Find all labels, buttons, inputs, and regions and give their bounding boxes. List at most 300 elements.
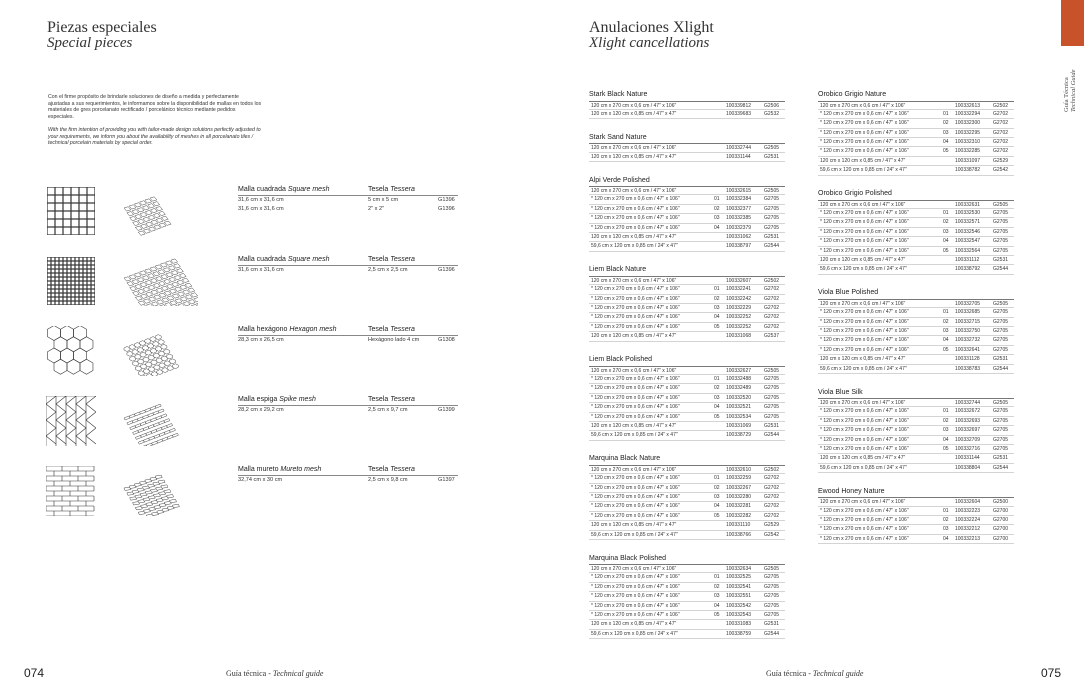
code-cell: 100338797 <box>726 243 752 250</box>
right-page-subtitle: Xlight cancellations <box>589 35 710 51</box>
code-cell: 100332672 <box>955 408 981 415</box>
table-row <box>589 493 785 502</box>
group-cell: G2702 <box>764 484 780 491</box>
format-cell: * 120 cm x 270 cm x 0,6 cm / 47" x 106" <box>820 148 909 155</box>
format-cell: * 120 cm x 270 cm x 0,6 cm / 47" x 106" <box>820 408 909 415</box>
format-cell: * 120 cm x 270 cm x 0,6 cm / 47" x 106" <box>820 318 909 325</box>
table-row <box>589 484 785 493</box>
code-cell: 100332229 <box>726 305 752 312</box>
product-table <box>589 465 785 540</box>
code-cell: 100332732 <box>955 337 981 344</box>
code-cell: 100332542 <box>726 602 752 609</box>
group-cell: G2702 <box>993 120 1009 127</box>
code-cell: 100332241 <box>726 286 752 293</box>
code-cell: 100332607 <box>726 277 752 284</box>
tessera-label <box>368 396 415 403</box>
format-cell: 59,6 cm x 120 cm x 0,85 cm / 24" x 47" <box>591 432 678 439</box>
special-piece <box>46 186 458 242</box>
product-table <box>589 564 785 639</box>
mesh-size: 32,74 cm x 30 cm <box>238 477 283 483</box>
code-cell: 100339683 <box>726 110 752 117</box>
format-cell: * 120 cm x 270 cm x 0,6 cm / 47" x 106" <box>591 612 680 619</box>
group-cell: G2544 <box>993 365 1009 372</box>
product-title: Ewood Honey Nature <box>818 487 885 495</box>
format-cell: * 120 cm x 270 cm x 0,6 cm / 47" x 106" <box>591 574 680 581</box>
variant-cell: 02 <box>943 219 949 226</box>
format-cell: * 120 cm x 270 cm x 0,6 cm / 47" x 106" <box>591 286 680 293</box>
format-cell: 120 cm x 120 cm x 0,85 cm / 47" x 47" <box>591 621 677 628</box>
product-title: Marquina Black Nature <box>589 455 661 463</box>
table-row <box>818 157 1014 166</box>
side-guide-label <box>1063 52 1077 112</box>
variant-cell: 03 <box>714 593 720 600</box>
group-cell: G2529 <box>764 522 780 529</box>
table-row <box>818 407 1014 416</box>
variant-cell: 04 <box>714 602 720 609</box>
group-cell: G2544 <box>993 266 1009 273</box>
code-cell: 100332634 <box>726 566 752 573</box>
format-cell: * 120 cm x 270 cm x 0,6 cm / 47" x 106" <box>591 602 680 609</box>
format-cell: 59,6 cm x 120 cm x 0,85 cm / 24" x 47" <box>820 266 907 273</box>
variant-cell: 02 <box>714 583 720 590</box>
format-cell: * 120 cm x 270 cm x 0,6 cm / 47" x 106" <box>591 494 680 501</box>
table-row <box>818 464 1014 473</box>
table-row <box>589 233 785 242</box>
code-cell: 100338759 <box>726 630 752 637</box>
table-row <box>818 525 1014 534</box>
code-cell: 100332252 <box>726 314 752 321</box>
footer-es: Guía técnica <box>766 669 807 678</box>
format-cell: * 120 cm x 270 cm x 0,6 cm / 47" x 106" <box>591 394 680 401</box>
product-table <box>589 143 785 162</box>
format-cell: 120 cm x 270 cm x 0,6 cm / 47" x 106" <box>591 188 677 195</box>
special-piece <box>46 256 458 312</box>
table-row <box>818 265 1014 274</box>
group-cell: G2505 <box>764 566 780 573</box>
group-cell: G2544 <box>993 464 1009 471</box>
product-title: Stark Sand Nature <box>589 133 647 141</box>
format-cell: 120 cm x 270 cm x 0,6 cm / 47" x 106" <box>820 201 906 208</box>
table-row <box>818 119 1014 128</box>
code-cell: 100332285 <box>955 148 981 155</box>
footer-en: Technical guide <box>272 669 324 678</box>
piece-row <box>238 406 458 415</box>
product-table <box>818 200 1014 275</box>
code-cell: 100332551 <box>726 593 752 600</box>
tessera-size: 2,5 cm x 9,7 cm <box>368 407 408 413</box>
table-row <box>589 403 785 412</box>
group-cell: G2705 <box>764 385 780 392</box>
code-cell: 100332693 <box>955 417 981 424</box>
format-cell: * 120 cm x 270 cm x 0,6 cm / 47" x 106" <box>820 247 909 254</box>
tessera-size: 2,5 cm x 2,5 cm <box>368 267 408 273</box>
variant-cell: 03 <box>714 494 720 501</box>
table-row <box>589 186 785 195</box>
code-cell: 100332488 <box>726 376 752 383</box>
group-cell: G2505 <box>993 201 1009 208</box>
product-title: Viola Blue Polished <box>818 289 879 297</box>
code-cell: 100332295 <box>955 129 981 136</box>
piece-row <box>238 196 458 205</box>
format-cell: * 120 cm x 270 cm x 0,6 cm / 47" x 106" <box>591 593 680 600</box>
group-cell: G2705 <box>764 593 780 600</box>
code-cell: 100332252 <box>726 323 752 330</box>
table-row <box>589 521 785 530</box>
code-cell: 100332627 <box>726 367 752 374</box>
table-row <box>589 313 785 322</box>
format-cell: * 120 cm x 270 cm x 0,6 cm / 47" x 106" <box>820 526 909 533</box>
group-cell: G2705 <box>764 574 780 581</box>
table-row <box>818 256 1014 265</box>
mesh-size: 31,6 cm x 31,6 cm <box>238 197 284 203</box>
product-table <box>818 398 1014 473</box>
variant-cell: 03 <box>714 305 720 312</box>
group-cell: G2705 <box>993 328 1009 335</box>
format-cell: * 120 cm x 270 cm x 0,6 cm / 47" x 106" <box>820 436 909 443</box>
code-cell: 100332242 <box>726 295 752 302</box>
table-row <box>589 630 785 639</box>
format-cell: * 120 cm x 270 cm x 0,6 cm / 47" x 106" <box>591 224 680 231</box>
piece-name-en: Square mesh <box>287 256 330 263</box>
tab-line-1: Guía Técnica <box>1063 77 1070 112</box>
code-cell: 100332224 <box>955 517 981 524</box>
code-cell: 100331144 <box>955 455 980 462</box>
product-table <box>818 299 1014 374</box>
format-cell: 120 cm x 270 cm x 0,6 cm / 47" x 106" <box>820 102 906 109</box>
code-cell: 100332489 <box>726 385 752 392</box>
group-cell: G2705 <box>764 404 780 411</box>
code-cell: 100332744 <box>955 400 981 407</box>
code-cell: 100332543 <box>726 612 752 619</box>
code-cell: 100332571 <box>955 219 981 226</box>
table-row <box>589 611 785 620</box>
piece-name-en: Square mesh <box>287 186 330 193</box>
left-page-title: Piezas especiales <box>47 19 157 36</box>
code-cell: 100338766 <box>726 531 752 538</box>
table-row <box>818 336 1014 345</box>
variant-cell: 04 <box>714 404 720 411</box>
piece-name <box>238 326 336 333</box>
code-cell: 100331068 <box>726 333 752 340</box>
group-cell: G2529 <box>993 157 1009 164</box>
code-cell: 100331062 <box>726 234 752 241</box>
format-cell: * 120 cm x 270 cm x 0,6 cm / 47" x 106" <box>820 346 909 353</box>
right-footer <box>766 669 863 678</box>
variant-cell: 04 <box>943 238 949 245</box>
table-row <box>818 200 1014 209</box>
table-row <box>589 474 785 483</box>
code-cell: 100332212 <box>955 526 981 533</box>
code-cell: 100332310 <box>955 139 981 146</box>
format-cell: 120 cm x 270 cm x 0,6 cm / 47" x 106" <box>591 367 677 374</box>
format-cell: 120 cm x 120 cm x 0,85 cm / 47" x 47" <box>591 423 677 430</box>
format-cell: * 120 cm x 270 cm x 0,6 cm / 47" x 106" <box>591 323 680 330</box>
table-row <box>589 502 785 511</box>
group-cell: G2705 <box>993 427 1009 434</box>
variant-cell: 03 <box>943 427 949 434</box>
format-cell: 59,6 cm x 120 cm x 0,85 cm / 24" x 47" <box>591 531 678 538</box>
code-cell: 100332705 <box>955 300 981 307</box>
format-cell: 120 cm x 120 cm x 0,85 cm / 47" x 47" <box>820 157 906 164</box>
group-cell: G2705 <box>993 318 1009 325</box>
format-cell: * 120 cm x 270 cm x 0,6 cm / 47" x 106" <box>591 583 680 590</box>
piece-name-en: Hexagon mesh <box>289 326 337 333</box>
code-cell: 100339812 <box>726 102 752 109</box>
code-cell: 100332294 <box>955 110 981 117</box>
group-cell: G2531 <box>764 621 780 628</box>
variant-cell: 02 <box>943 417 949 424</box>
mesh-perspective-image <box>114 326 198 376</box>
variant-cell: 03 <box>943 328 949 335</box>
table-row <box>589 512 785 521</box>
group-cell: G2705 <box>764 215 780 222</box>
table-row <box>589 394 785 403</box>
product-table <box>818 101 1014 176</box>
piece-name-es: Malla espiga <box>238 396 278 403</box>
table-row <box>818 417 1014 426</box>
variant-cell: 05 <box>714 413 720 420</box>
format-cell: 59,6 cm x 120 cm x 0,85 cm / 24" x 47" <box>820 365 907 372</box>
format-cell: 120 cm x 120 cm x 0,85 cm / 47" x 47" <box>591 333 677 340</box>
format-cell: * 120 cm x 270 cm x 0,6 cm / 47" x 106" <box>591 475 680 482</box>
format-cell: 59,6 cm x 120 cm x 0,85 cm / 24" x 47" <box>591 243 678 250</box>
table-row <box>818 228 1014 237</box>
group-cell: G2502 <box>764 466 780 473</box>
variant-cell: 03 <box>943 526 949 533</box>
group-cell: G2705 <box>764 224 780 231</box>
variant-cell: 03 <box>943 129 949 136</box>
format-cell: * 120 cm x 270 cm x 0,6 cm / 47" x 106" <box>591 503 680 510</box>
right-page-title: Anulaciones Xlight <box>589 19 714 36</box>
format-cell: * 120 cm x 270 cm x 0,6 cm / 47" x 106" <box>591 512 680 519</box>
table-row <box>589 422 785 431</box>
code-cell: 100332213 <box>955 535 981 542</box>
section-tab <box>1061 0 1084 46</box>
format-cell: * 120 cm x 270 cm x 0,6 cm / 47" x 106" <box>820 228 909 235</box>
format-cell: * 120 cm x 270 cm x 0,6 cm / 47" x 106" <box>820 328 909 335</box>
piece-row <box>238 336 458 345</box>
format-cell: * 120 cm x 270 cm x 0,6 cm / 47" x 106" <box>820 210 909 217</box>
group-cell: G2705 <box>764 413 780 420</box>
code-cell: 100331128 <box>955 356 980 363</box>
special-piece <box>46 466 458 522</box>
table-row <box>589 110 785 119</box>
group-cell: G2705 <box>764 612 780 619</box>
format-cell: * 120 cm x 270 cm x 0,6 cm / 47" x 106" <box>820 129 909 136</box>
format-cell: 120 cm x 270 cm x 0,6 cm / 47" x 106" <box>820 400 906 407</box>
format-cell: * 120 cm x 270 cm x 0,6 cm / 47" x 106" <box>820 219 909 226</box>
format-cell: 59,6 cm x 120 cm x 0,85 cm / 24" x 47" <box>820 167 907 174</box>
group-cell: G2705 <box>993 247 1009 254</box>
product-title: Stark Black Nature <box>589 91 648 98</box>
table-row <box>589 304 785 313</box>
product-title: Orobico Grigio Nature <box>818 91 887 98</box>
table-row <box>589 592 785 601</box>
table-row <box>818 110 1014 119</box>
group-cell: G2700 <box>993 507 1009 514</box>
left-footer <box>226 669 323 678</box>
piece-name-es: Malla mureto <box>238 466 279 473</box>
table-row <box>818 454 1014 463</box>
table-row <box>589 431 785 440</box>
variant-cell: 02 <box>943 318 949 325</box>
table-row <box>589 276 785 285</box>
variant-cell: 01 <box>943 507 949 514</box>
mesh-pattern-icon <box>46 256 96 306</box>
format-cell: * 120 cm x 270 cm x 0,6 cm / 47" x 106" <box>820 427 909 434</box>
tessera-size: 2" x 2" <box>368 206 385 212</box>
group-cell: G2702 <box>993 110 1009 117</box>
group-cell: G2702 <box>993 148 1009 155</box>
group-cell: G2502 <box>993 102 1009 109</box>
code-cell: 100331083 <box>726 621 752 628</box>
table-row <box>589 564 785 573</box>
table-row <box>818 355 1014 364</box>
format-cell: * 120 cm x 270 cm x 0,6 cm / 47" x 106" <box>820 417 909 424</box>
tessera-en: Tessera <box>390 256 415 263</box>
footer-es: Guía técnica <box>226 669 267 678</box>
code-cell: 100332709 <box>955 436 981 443</box>
code-cell: 100332280 <box>726 494 752 501</box>
variant-cell: 04 <box>714 503 720 510</box>
code-cell: 100332547 <box>955 238 981 245</box>
intro-english: With the firm intention of providing you with tailor-made design solutions perfectly adjusted to your requirements, we inform you about the availability of meshes in all porcelanato tiles / technical porcelain materials by special order. <box>48 127 261 147</box>
product-title: Liem Black Polished <box>589 356 653 364</box>
tessera-size: 5 cm x 5 cm <box>368 197 399 203</box>
format-cell: 120 cm x 270 cm x 0,6 cm / 47" x 106" <box>820 300 906 307</box>
group-cell: G2505 <box>993 300 1009 307</box>
variant-cell: 01 <box>714 376 720 383</box>
format-cell: 120 cm x 120 cm x 0,85 cm / 47" x 47" <box>820 356 906 363</box>
group-cell: G2705 <box>764 376 780 383</box>
code-cell: 100332631 <box>955 201 981 208</box>
group-cell: G2705 <box>993 446 1009 453</box>
table-row <box>818 101 1014 110</box>
product-table <box>589 366 785 441</box>
group-cell: G2705 <box>764 602 780 609</box>
table-row <box>589 366 785 375</box>
code-cell: 100332697 <box>955 427 981 434</box>
mesh-perspective-image <box>114 186 198 236</box>
code-cell: 100332564 <box>955 247 981 254</box>
code-cell: 100332716 <box>955 446 981 453</box>
code-cell: 100332613 <box>955 102 981 109</box>
table-row <box>589 205 785 214</box>
code-cell: 100332282 <box>726 512 752 519</box>
code-cell: 100332750 <box>955 328 981 335</box>
variant-cell: 01 <box>943 110 949 117</box>
piece-row <box>238 266 458 275</box>
format-cell: 120 cm x 270 cm x 0,6 cm / 47" x 106" <box>591 145 677 152</box>
left-page-subtitle: Special pieces <box>47 35 133 51</box>
tessera-size: Hexágono lado 4 cm <box>368 337 420 343</box>
format-cell: 120 cm x 120 cm x 0,85 cm / 47" x 47" <box>820 455 906 462</box>
code-cell: 100338783 <box>955 365 981 372</box>
table-row <box>589 620 785 629</box>
group-cell: G2542 <box>764 531 780 538</box>
table-row <box>818 516 1014 525</box>
mesh-pattern-icon <box>46 326 96 376</box>
code-cell: 100332281 <box>726 503 752 510</box>
code-cell: 100338792 <box>955 266 981 273</box>
product-table <box>589 101 785 120</box>
group-cell: G2702 <box>764 323 780 330</box>
mesh-pattern-icon <box>46 466 96 516</box>
group-cell: G2705 <box>764 205 780 212</box>
code-cell: 100331112 <box>955 257 980 264</box>
table-row <box>818 346 1014 355</box>
variant-cell: 05 <box>714 612 720 619</box>
group-cell: G2502 <box>764 277 780 284</box>
table-row <box>818 166 1014 175</box>
variant-cell: 01 <box>943 309 949 316</box>
table-row <box>589 295 785 304</box>
variant-cell: 04 <box>943 337 949 344</box>
format-cell: * 120 cm x 270 cm x 0,6 cm / 47" x 106" <box>591 196 680 203</box>
group-cell: G2705 <box>993 337 1009 344</box>
format-cell: * 120 cm x 270 cm x 0,6 cm / 47" x 106" <box>820 139 909 146</box>
piece-code: G1397 <box>438 477 455 483</box>
mesh-pattern-icon <box>46 186 96 236</box>
code-cell: 100331110 <box>726 522 751 529</box>
format-cell: * 120 cm x 270 cm x 0,6 cm / 47" x 106" <box>820 337 909 344</box>
group-cell: G2542 <box>993 167 1009 174</box>
variant-cell: 01 <box>943 210 949 217</box>
table-row <box>818 426 1014 435</box>
piece-row <box>238 476 458 485</box>
code-cell: 100332615 <box>726 188 752 195</box>
table-row <box>818 507 1014 516</box>
group-cell: G2705 <box>993 346 1009 353</box>
group-cell: G2532 <box>764 110 780 117</box>
group-cell: G2702 <box>993 129 1009 136</box>
table-row <box>589 384 785 393</box>
variant-cell: 01 <box>714 574 720 581</box>
table-row <box>818 147 1014 156</box>
group-cell: G2531 <box>993 356 1009 363</box>
variant-cell: 04 <box>943 436 949 443</box>
table-row <box>818 398 1014 407</box>
code-cell: 100332300 <box>955 120 981 127</box>
product-table <box>589 276 785 342</box>
table-row <box>589 285 785 294</box>
piece-code: G1399 <box>438 407 455 413</box>
variant-cell: 02 <box>714 484 720 491</box>
variant-cell: 03 <box>714 215 720 222</box>
group-cell: G2531 <box>764 234 780 241</box>
group-cell: G2702 <box>764 475 780 482</box>
variant-cell: 01 <box>714 286 720 293</box>
tessera-en: Tessera <box>390 186 415 193</box>
table-row <box>818 129 1014 138</box>
format-cell: * 120 cm x 270 cm x 0,6 cm / 47" x 106" <box>591 295 680 302</box>
table-row <box>589 101 785 110</box>
piece-name-es: Malla cuadrada <box>238 256 286 263</box>
code-cell: 100332610 <box>726 466 752 473</box>
variant-cell: 04 <box>943 535 949 542</box>
format-cell: * 120 cm x 270 cm x 0,6 cm / 47" x 106" <box>591 385 680 392</box>
group-cell: G2700 <box>993 517 1009 524</box>
special-piece <box>46 326 458 382</box>
table-row <box>818 299 1014 308</box>
format-cell: * 120 cm x 270 cm x 0,6 cm / 47" x 106" <box>591 376 680 383</box>
format-cell: * 120 cm x 270 cm x 0,6 cm / 47" x 106" <box>591 305 680 312</box>
group-cell: G2544 <box>764 630 780 637</box>
group-cell: G2705 <box>993 417 1009 424</box>
piece-name-es: Malla hexágono <box>238 326 288 333</box>
tessera-es: Tesela <box>368 466 389 473</box>
group-cell: G2531 <box>764 153 780 160</box>
